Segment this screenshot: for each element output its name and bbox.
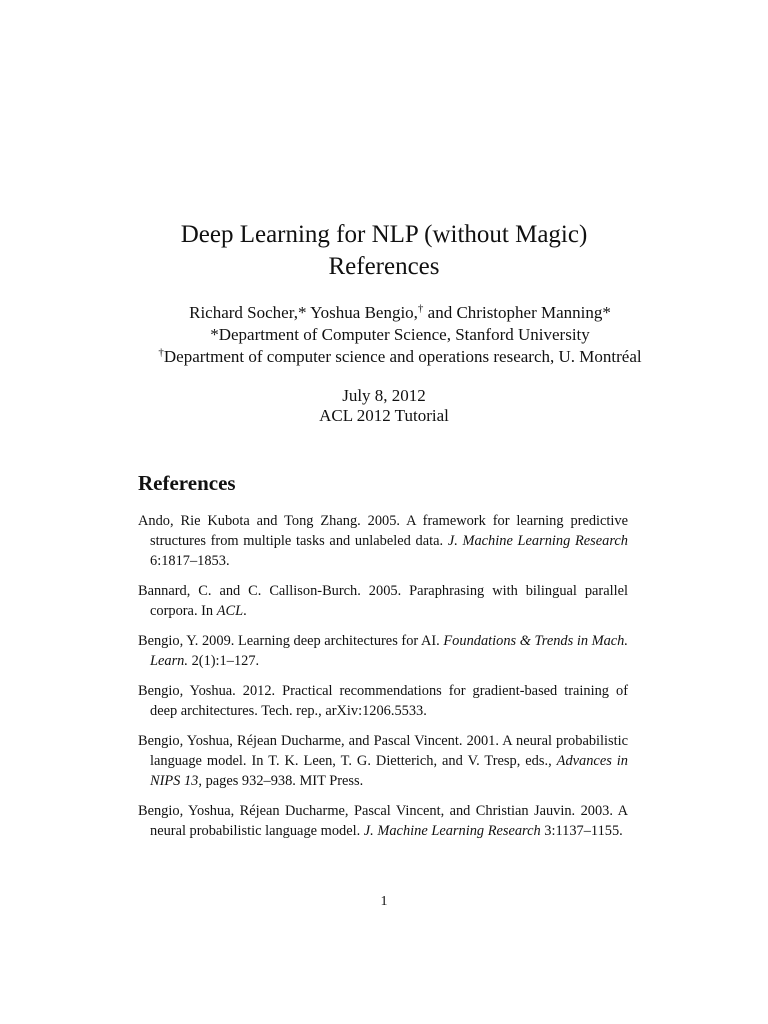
date: July 8, 2012 <box>342 386 426 405</box>
reference-entry <box>138 681 628 721</box>
reference-entry <box>138 581 628 621</box>
affiliation-montreal-mark: † <box>158 346 164 359</box>
section-heading: References <box>138 471 236 495</box>
date-block <box>0 386 768 426</box>
author-line <box>0 302 768 324</box>
author-socher: Richard Socher,* <box>189 303 307 322</box>
reference-list <box>138 511 628 851</box>
reference-venue: ACL <box>216 603 244 619</box>
author-manning: and Christopher Manning* <box>427 303 611 322</box>
reference-venue: J. Machine Learning Research <box>363 823 541 839</box>
reference-entry <box>138 801 628 841</box>
author-bengio: Yoshua Bengio, <box>310 303 418 322</box>
authors-block <box>0 302 768 368</box>
reference-venue: Foundations & Trends in Mach. Learn. <box>150 633 628 669</box>
title-block <box>0 219 768 283</box>
reference-details: 3:1137–1155. <box>540 823 623 839</box>
paper-title: Deep Learning for NLP (without Magic) <box>180 221 588 248</box>
paper-subtitle: References <box>328 253 440 280</box>
page-number: 1 <box>380 894 388 909</box>
reference-text: Bengio, Yoshua. 2012. Practical recommendations for gradient-based training of deep architectures. Tech. rep., arXiv:1206.5533. <box>138 683 628 719</box>
affiliation-stanford: *Department of Computer Science, Stanford University <box>210 325 590 344</box>
reference-text: Ando, Rie Kubota and Tong Zhang. 2005. A framework for learning predictive structures from multiple tasks and unlabeled data. <box>138 513 628 549</box>
reference-entry <box>138 511 628 571</box>
reference-text: Bannard, C. and C. Callison-Burch. 2005. Paraphrasing with bilingual parallel corpora. In <box>138 583 628 619</box>
affiliation-montreal-line <box>0 346 768 368</box>
author-bengio-mark: † <box>417 302 424 315</box>
affiliation-montreal: Department of computer science and operations research, U. Montréal <box>163 347 642 366</box>
event: ACL 2012 Tutorial <box>319 406 449 425</box>
reference-text: Bengio, Y. 2009. Learning deep architectures for AI. <box>138 633 444 649</box>
reference-venue: J. Machine Learning Research <box>447 533 629 549</box>
reference-text: Bengio, Yoshua, Réjean Ducharme, and Pascal Vincent. 2001. A neural probabilistic language model. In T. K. Leen, T. G. Dietterich, and V. Tresp, eds., <box>138 733 628 769</box>
reference-details: 6:1817–1853. <box>150 553 230 569</box>
reference-details: 2(1):1–127. <box>187 653 260 669</box>
reference-text: Bengio, Yoshua, Réjean Ducharme, Pascal Vincent, and Christian Jauvin. 2003. A neural probabilistic language model. <box>138 803 628 839</box>
reference-entry <box>138 731 628 791</box>
reference-venue: Advances in NIPS 13 <box>150 753 628 789</box>
reference-entry <box>138 631 628 671</box>
reference-details: , pages 932–938. MIT Press. <box>198 773 364 789</box>
reference-details: . <box>243 603 247 619</box>
